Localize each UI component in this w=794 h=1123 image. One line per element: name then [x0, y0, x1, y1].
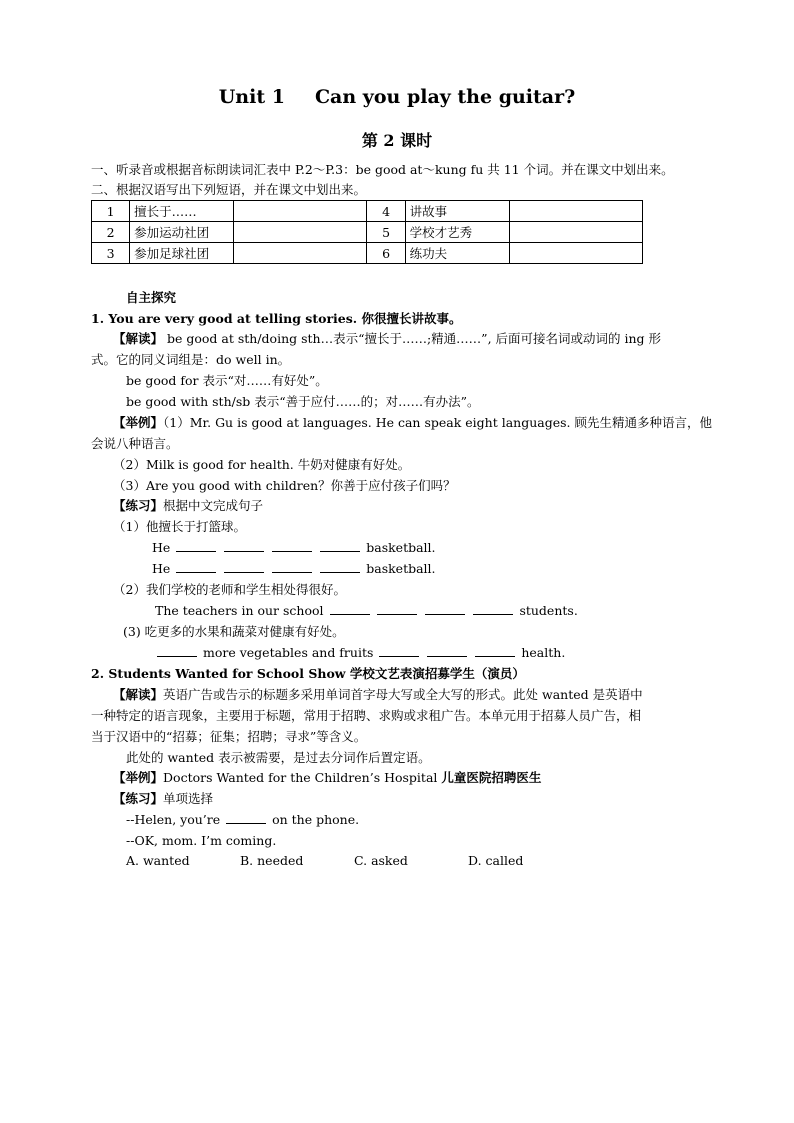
- options: [126, 851, 582, 871]
- example-3: （3）Are you good with children？你善于应付孩子们吗？: [113, 478, 456, 493]
- lesson-number: 第 2 课时: [361, 131, 433, 150]
- question-3: (3) 吃更多的水果和蔬菜对健康有好处。: [123, 624, 345, 639]
- section-heading: 自主探究: [126, 290, 177, 305]
- point-1-title: 1. You are very good at telling stories. 你很擅长讲故事。: [91, 311, 462, 326]
- table-cell: 5: [367, 222, 405, 243]
- blank[interactable]: [226, 811, 266, 824]
- table-cell: 讲故事: [405, 201, 509, 222]
- blank[interactable]: [224, 560, 264, 573]
- table-cell: 4: [367, 201, 405, 222]
- blank[interactable]: [157, 644, 197, 657]
- jiedu-tag: 【解读】: [113, 687, 164, 702]
- jiedu-tag: 【解读】: [113, 331, 164, 346]
- option-b[interactable]: B. needed: [240, 853, 304, 868]
- question-1: （1）他擅长于打篮球。: [113, 519, 246, 534]
- unit-title: [0, 86, 794, 108]
- answer-cell[interactable]: [509, 243, 642, 264]
- example-4: [113, 768, 541, 788]
- exercise-heading: [113, 496, 263, 516]
- answer-cell[interactable]: [234, 222, 367, 243]
- task-1: 一、听录音或根据音标朗读词汇表中 P.2～P.3：be good at～kung fu 共 11 个词。并在课文中划出来。: [91, 162, 674, 177]
- blank[interactable]: [224, 539, 264, 552]
- blank[interactable]: [176, 560, 216, 573]
- table-cell: 参加运动社团: [130, 222, 234, 243]
- unit-label: Unit 1: [218, 86, 285, 108]
- jiedu-text: be good at sth/doing sth…表示“擅长于……;精通……”, 后面可接名词或动词的 ing 形: [163, 331, 662, 346]
- example-1-line1: [113, 413, 712, 433]
- blank[interactable]: [473, 602, 513, 615]
- blank[interactable]: [272, 560, 312, 573]
- note-good-with: be good with sth/sb 表示“善于应付……的；对……有办法”。: [126, 394, 480, 409]
- example-text: Doctors Wanted for the Children’s Hospital: [163, 770, 442, 785]
- table-cell: 3: [92, 243, 130, 264]
- table-row: [92, 243, 643, 264]
- blank[interactable]: [272, 539, 312, 552]
- question-1-answer-b: He basketball.: [152, 561, 436, 576]
- table-cell: 6: [367, 243, 405, 264]
- blank[interactable]: [330, 602, 370, 615]
- example-translation: 儿童医院招聘医生: [441, 770, 542, 785]
- exercise-instruction: 根据中文完成句子: [163, 498, 264, 513]
- exercise-instruction: 单项选择: [163, 791, 214, 806]
- blank[interactable]: [427, 644, 467, 657]
- answer-cell[interactable]: [509, 222, 642, 243]
- blank[interactable]: [320, 560, 360, 573]
- question-3-answer: more vegetables and fruits health.: [155, 643, 565, 663]
- answer-cell[interactable]: [234, 243, 367, 264]
- jiedu-1-line1: [113, 329, 661, 349]
- table-cell: 2: [92, 222, 130, 243]
- dialogue-line-1: --Helen, you’re on the phone.: [126, 812, 360, 827]
- example-tag: 【举例】: [113, 415, 164, 430]
- table-cell: 参加足球社团: [130, 243, 234, 264]
- option-a[interactable]: A. wanted: [126, 853, 190, 868]
- dialogue-line-2: --OK, mom. I’m coming.: [126, 833, 277, 848]
- exercise-2-heading: [113, 789, 213, 809]
- example-text: （1）Mr. Gu is good at languages. He can speak eight languages. 顾先生精通多种语言，他: [163, 415, 712, 430]
- blank[interactable]: [379, 644, 419, 657]
- blank[interactable]: [475, 644, 515, 657]
- blank[interactable]: [377, 602, 417, 615]
- exercise-tag: 【练习】: [113, 498, 164, 513]
- jiedu-text: 英语广告或告示的标题多采用单词首字母大写或全大写的形式。此处 wanted 是英语中: [163, 687, 643, 702]
- answer-cell[interactable]: [509, 201, 642, 222]
- exercise-tag: 【练习】: [113, 791, 164, 806]
- example-tag: 【举例】: [113, 770, 164, 785]
- jiedu-1-line2: 式。它的同义词组是：do well in。: [91, 352, 291, 367]
- question-2-answer: The teachers in our school students.: [155, 603, 578, 618]
- table-cell: 学校才艺秀: [405, 222, 509, 243]
- example-1-line2: 会说八种语言。: [91, 436, 179, 451]
- table-cell: 1: [92, 201, 130, 222]
- answer-cell[interactable]: [234, 201, 367, 222]
- question-2: （2）我们学校的老师和学生相处得很好。: [113, 582, 346, 597]
- option-d[interactable]: D. called: [468, 853, 524, 868]
- table-cell: 擅长于……: [130, 201, 234, 222]
- note-good-for: be good for 表示“对……有好处”。: [126, 373, 328, 388]
- point-2-title: 2. Students Wanted for School Show 学校文艺表演招募学生（演员）: [91, 666, 525, 681]
- example-2: （2）Milk is good for health. 牛奶对健康有好处。: [113, 457, 411, 472]
- jiedu-2-line4: 此处的 wanted 表示被需要，是过去分词作后置定语。: [126, 750, 431, 765]
- table-row: [92, 222, 643, 243]
- option-c[interactable]: C. asked: [354, 853, 408, 868]
- jiedu-2-line1: [113, 685, 643, 705]
- question-1-answer-a: He basketball.: [152, 540, 436, 555]
- blank[interactable]: [176, 539, 216, 552]
- task-2: 二、根据汉语写出下列短语，并在课文中划出来。: [91, 182, 367, 197]
- table-cell: 练功夫: [405, 243, 509, 264]
- table-row: [92, 201, 643, 222]
- phrase-table: [91, 200, 643, 264]
- lesson-title: Can you play the guitar?: [314, 86, 576, 108]
- jiedu-2-line2: 一种特定的语言现象，主要用于标题，常用于招聘、求购或求租广告。本单元用于招募人员广告，相: [91, 708, 642, 723]
- jiedu-2-line3: 当于汉语中的“招募；征集；招聘；寻求”等含义。: [91, 729, 367, 744]
- blank[interactable]: [425, 602, 465, 615]
- blank[interactable]: [320, 539, 360, 552]
